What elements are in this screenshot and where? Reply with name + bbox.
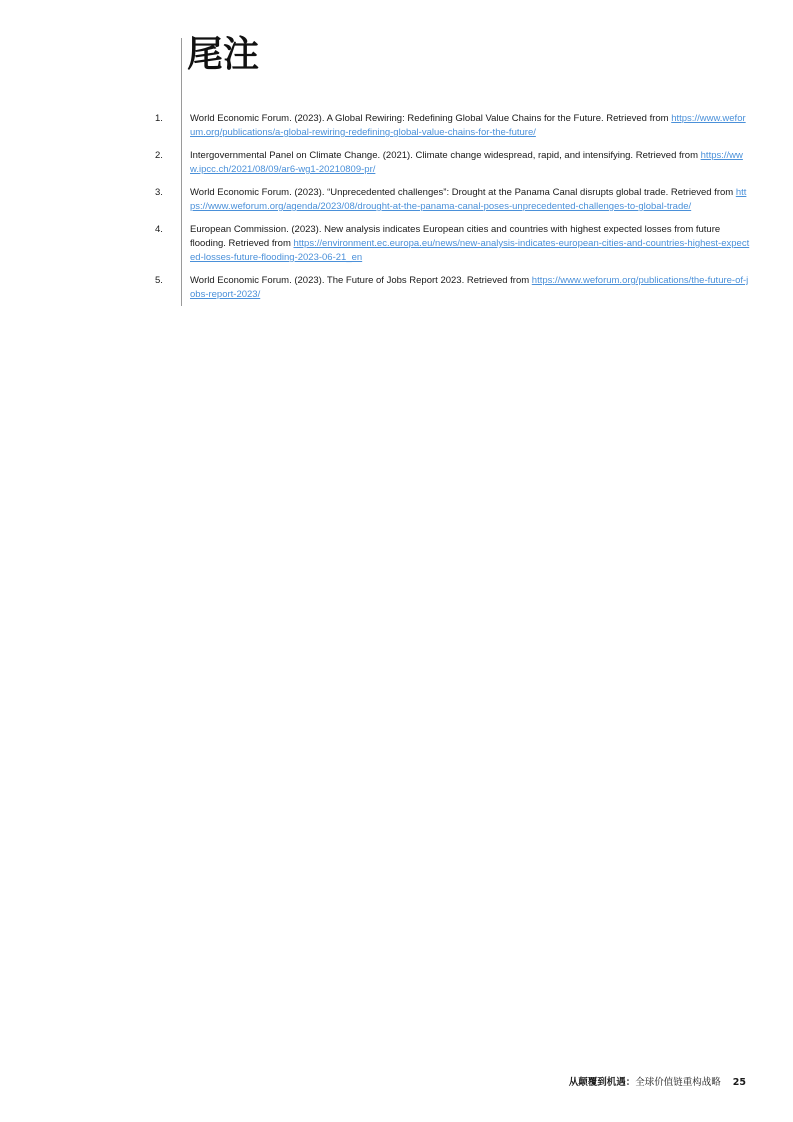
endnote-link[interactable]: https://www.weforum.org/agenda/2023/08/drought-at-the-panama-canal-poses-unprecedented-challenges-to-global-trade/ — [190, 187, 747, 212]
footer-series-title: 从颠覆到机遇： — [568, 1077, 636, 1088]
endnote-text: World Economic Forum. (2023). “Unprecedented challenges”: Drought at the Panama Canal disrupts global trade. Retrieved from — [190, 187, 736, 198]
page-footer — [0, 1076, 746, 1090]
endnote-item — [0, 149, 793, 177]
endnotes-list — [0, 112, 793, 311]
endnote-number: 2. — [155, 150, 163, 161]
endnote-link[interactable]: https://www.weforum.org/publications/a-global-rewiring-redefining-global-value-chains-for-the-future/ — [190, 113, 746, 138]
page-title: 尾注 — [187, 34, 260, 75]
endnote-item — [0, 223, 793, 265]
endnote-body — [190, 274, 750, 302]
endnote-item — [0, 186, 793, 214]
endnote-number: 3. — [155, 187, 163, 198]
endnote-text: World Economic Forum. (2023). A Global Rewiring: Redefining Global Value Chains for the Future. Retrieved from — [190, 113, 672, 124]
page-number: 25 — [732, 1077, 746, 1088]
endnote-number: 5. — [155, 275, 163, 286]
endnote-text: European Commission. (2023). New analysis indicates European cities and countries with highest expected losses from future flooding. Retrieved from — [190, 224, 721, 249]
endnote-number: 4. — [155, 224, 163, 235]
endnote-text: Intergovernmental Panel on Climate Change. (2021). Climate change widespread, rapid, and intensifying. Retrieved from — [190, 150, 701, 161]
footer-subtitle: 全球价值链重构战略 — [635, 1077, 721, 1088]
endnote-number: 1. — [155, 113, 163, 124]
endnote-body — [190, 112, 750, 140]
endnote-text: World Economic Forum. (2023). The Future of Jobs Report 2023. Retrieved from — [190, 275, 532, 286]
endnote-body — [190, 149, 750, 177]
endnote-link[interactable]: https://www.weforum.org/publications/the-future-of-jobs-report-2023/ — [190, 275, 749, 300]
endnote-body — [190, 223, 750, 265]
endnote-link[interactable]: https://www.ipcc.ch/2021/08/09/ar6-wg1-20210809-pr/ — [190, 150, 743, 175]
endnote-item — [0, 112, 793, 140]
endnote-item — [0, 274, 793, 302]
endnote-link[interactable]: https://environment.ec.europa.eu/news/new-analysis-indicates-european-cities-and-countries-highest-expected-losses-future-flooding-2023-06-21_en — [190, 238, 750, 263]
endnote-body — [190, 186, 750, 214]
